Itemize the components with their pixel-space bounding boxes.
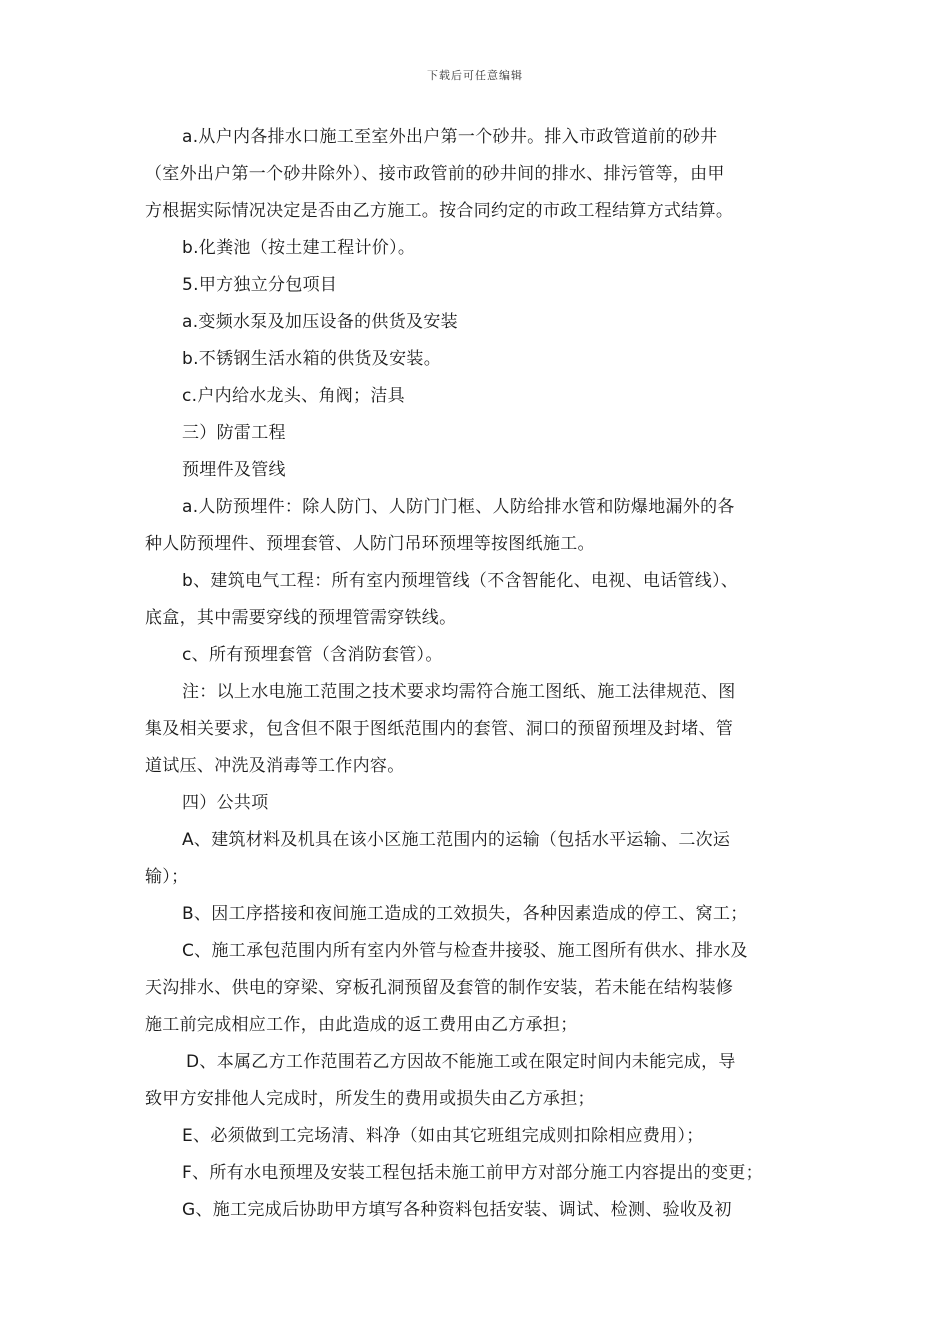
- document-body: [145, 119, 815, 1229]
- text-line: 方根据实际情况决定是否由乙方施工。按合同约定的市政工程结算方式结算。: [145, 201, 734, 221]
- page-header: 下载后可任意编辑: [427, 69, 523, 82]
- text-line: b、建筑电气工程：所有室内预埋管线（不含智能化、电视、电话管线）、: [182, 571, 739, 591]
- text-line: C、施工承包范围内所有室内外管与检查井接驳、施工图所有供水、排水及: [182, 941, 748, 961]
- text-line: a.人防预埋件：除人防门、人防门门框、人防给排水管和防爆地漏外的各: [182, 497, 735, 517]
- text-line: 种人防预埋件、预埋套管、人防门吊环预埋等按图纸施工。: [145, 534, 595, 554]
- text-line: E、必须做到工完场清、料净（如由其它班组完成则扣除相应费用）；: [182, 1126, 704, 1146]
- text-line: 施工前完成相应工作，由此造成的返工费用由乙方承担；: [145, 1015, 578, 1035]
- text-line: A、建筑材料及机具在该小区施工范围内的运输（包括水平运输、二次运: [182, 830, 731, 850]
- text-line: a.变频水泵及加压设备的供货及安装: [182, 312, 458, 332]
- text-line: （室外出户第一个砂井除外）、接市政管前的砂井间的排水、排污管等，由甲: [145, 164, 725, 184]
- text-line: 集及相关要求，包含但不限于图纸范围内的套管、洞口的预留预埋及封堵、管: [145, 719, 734, 739]
- text-line: B、因工序搭接和夜间施工造成的工效损失，各种因素造成的停工、窝工；: [182, 904, 748, 924]
- text-line: a.从户内各排水口施工至室外出户第一个砂井。排入市政管道前的砂井: [182, 127, 718, 147]
- text-line: b.不锈钢生活水箱的供货及安装。: [182, 349, 441, 369]
- text-line: F、所有水电预埋及安装工程包括未施工前甲方对部分施工内容提出的变更；: [182, 1163, 763, 1183]
- section-heading: 四）公共项: [182, 793, 269, 813]
- text-line: 底盒，其中需要穿线的预埋管需穿铁线。: [145, 608, 457, 628]
- text-line: 天沟排水、供电的穿梁、穿板孔洞预留及套管的制作安装，若未能在结构装修: [145, 978, 734, 998]
- text-line: D、本属乙方工作范围若乙方因故不能施工或在限定时间内未能完成，导: [186, 1052, 736, 1072]
- text-line: 致甲方安排他人完成时，所发生的费用或损失由乙方承担；: [145, 1089, 595, 1109]
- text-line: c.户内给水龙头、角阀；洁具: [182, 386, 405, 406]
- text-line: G、施工完成后协助甲方填写各种资料包括安装、调试、检测、验收及初: [182, 1200, 732, 1220]
- text-line: 输）；: [145, 867, 189, 887]
- text-line: 道试压、冲洗及消毒等工作内容。: [145, 756, 405, 776]
- text-line: b.化粪池（按土建工程计价）。: [182, 238, 416, 258]
- section-heading: 三）防雷工程: [182, 423, 286, 443]
- text-line: 预埋件及管线: [182, 460, 286, 480]
- text-line: 5.甲方独立分包项目: [182, 275, 338, 295]
- text-line: c、所有预埋套管（含消防套管）。: [182, 645, 443, 665]
- text-line: 注：以上水电施工范围之技术要求均需符合施工图纸、施工法律规范、图: [182, 682, 736, 702]
